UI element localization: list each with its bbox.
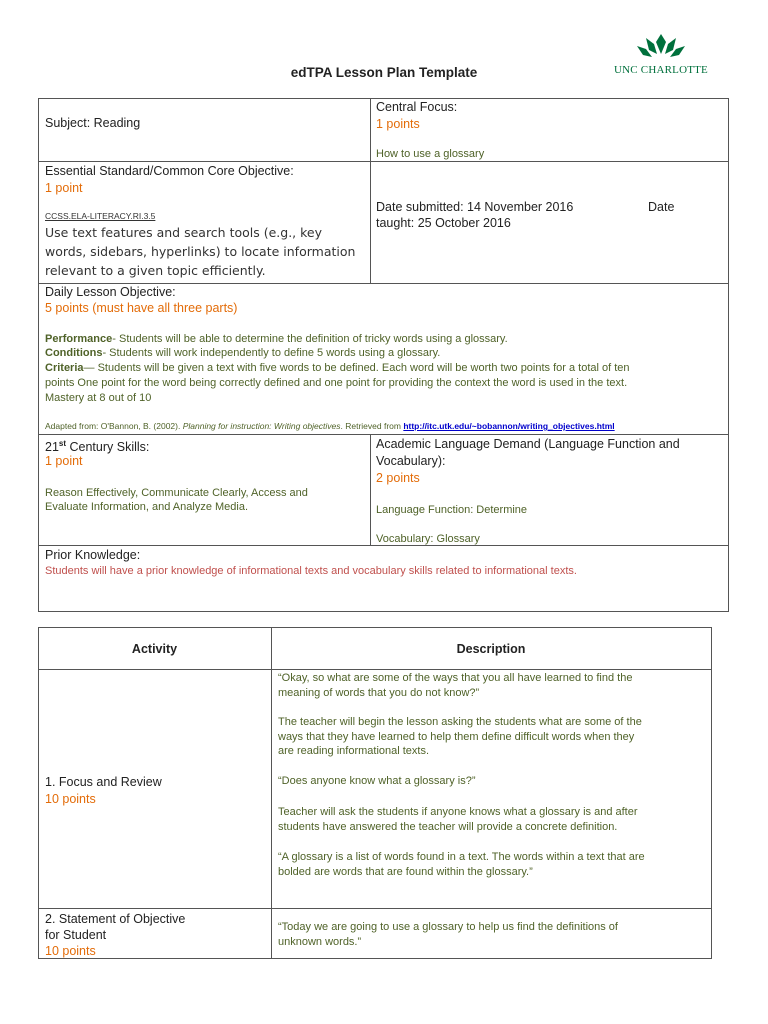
central-focus-text: How to use a glossary bbox=[376, 148, 485, 160]
date-taught: taught: 25 October 2016 bbox=[376, 216, 511, 230]
criteria-label: Criteria bbox=[45, 362, 84, 374]
criteria-text: — Students will be given a text with five words to be defined. Each word will be worth two points for a total of ten bbox=[83, 362, 630, 374]
criteria-line-2: points One point for the word being correctly defined and one point for providing the context the word is used in the text. bbox=[45, 377, 628, 389]
table-border bbox=[38, 611, 729, 612]
activity-table-divider bbox=[271, 627, 272, 959]
document-title: edTPA Lesson Plan Template bbox=[290, 65, 478, 80]
activity-table-divider bbox=[38, 908, 712, 909]
activity-2-para-1 bbox=[278, 920, 618, 949]
daily-objective-label: Daily Lesson Objective: bbox=[45, 285, 176, 299]
prior-knowledge-text: Students will have a prior knowledge of informational texts and vocabulary skills related to informational texts. bbox=[45, 565, 577, 577]
table-divider bbox=[38, 434, 729, 435]
line: students have answered the teacher will provide a concrete definition. bbox=[278, 820, 618, 833]
performance-label: Performance bbox=[45, 333, 113, 345]
activity-header: Activity bbox=[131, 642, 178, 656]
central-focus-label: Central Focus: bbox=[376, 100, 458, 114]
line: meaning of words that you do not know?” bbox=[278, 686, 480, 699]
activity-table-border bbox=[38, 958, 712, 959]
citation-link[interactable]: http://itc.utk.edu/~bobannon/writing_objectives.html bbox=[403, 421, 615, 431]
line: “Okay, so what are some of the ways that you all have learned to find the bbox=[278, 672, 633, 684]
conditions-line bbox=[45, 346, 440, 361]
adapted-citation bbox=[45, 421, 615, 432]
skills-line-1: Reason Effectively, Communicate Clearly, Access and bbox=[45, 487, 308, 499]
table-border bbox=[728, 98, 729, 612]
line: “Does anyone know what a glossary is?” bbox=[278, 775, 476, 787]
citation-mid: . Retrieved from bbox=[340, 421, 404, 431]
date-label: Date bbox=[648, 200, 675, 214]
citation-prefix: Adapted from: O'Bannon, B. (2002). bbox=[45, 421, 183, 431]
conditions-label: Conditions bbox=[45, 347, 103, 359]
citation-title: Planning for instruction: Writing objectives bbox=[182, 421, 341, 431]
activity-table-divider bbox=[38, 669, 712, 670]
skills-label-sup: st bbox=[58, 439, 67, 448]
academic-language-label-2: Vocabulary): bbox=[376, 454, 446, 468]
prior-knowledge-label: Prior Knowledge: bbox=[45, 548, 141, 562]
performance-line bbox=[45, 332, 508, 347]
criteria-line bbox=[45, 361, 630, 376]
standard-code: CCSS.ELA-LITERACY.RI.3.5 bbox=[45, 211, 156, 221]
academic-language-points: 2 points bbox=[376, 471, 420, 485]
table-divider bbox=[370, 98, 371, 283]
skills-line-2: Evaluate Information, and Analyze Media. bbox=[45, 501, 249, 513]
activity-1-para-2 bbox=[278, 715, 642, 759]
vocabulary: Vocabulary: Glossary bbox=[376, 533, 480, 545]
standard-label: Essential Standard/Common Core Objective: bbox=[45, 164, 294, 178]
activity-table-border bbox=[38, 627, 39, 959]
table-border bbox=[38, 98, 39, 612]
activity-1-para-1 bbox=[278, 671, 632, 700]
conditions-text: - Students will work independently to define 5 words using a glossary. bbox=[102, 347, 441, 359]
line: “Today we are going to use a glossary to help us find the definitions of bbox=[278, 921, 618, 933]
language-function: Language Function: Determine bbox=[376, 504, 528, 516]
line: unknown words.” bbox=[278, 935, 362, 948]
skills-label-num: 21 bbox=[45, 440, 59, 455]
date-submitted: Date submitted: 14 November 2016 bbox=[376, 200, 574, 214]
skills-label-text: Century Skills: bbox=[66, 440, 150, 455]
line: Teacher will ask the students if anyone knows what a glossary is and after bbox=[278, 806, 638, 818]
table-divider bbox=[370, 434, 371, 545]
academic-language-label-1: Academic Language Demand (Language Function and bbox=[376, 437, 680, 451]
activity-1-para-3 bbox=[278, 774, 475, 789]
performance-text: - Students will be able to determine the definition of tricky words using a glossary. bbox=[112, 333, 508, 345]
standard-points: 1 point bbox=[45, 181, 83, 195]
line: are reading informational texts. bbox=[278, 745, 430, 757]
line: The teacher will begin the lesson asking the students what are some of the bbox=[278, 716, 642, 728]
standard-text: Use text features and search tools (e.g., key words, sidebars, hyperlinks) to locate information relevant to a given topic efficiently. bbox=[45, 225, 356, 278]
description-header: Description bbox=[456, 642, 526, 656]
subject-label: Subject: Reading bbox=[45, 116, 141, 130]
criteria-line-3: Mastery at 8 out of 10 bbox=[45, 392, 152, 404]
skills-points: 1 point bbox=[45, 454, 83, 468]
central-focus-points: 1 points bbox=[376, 117, 420, 131]
logo-text: UNC CHARLOTTE bbox=[614, 64, 708, 76]
activity-1-para-4 bbox=[278, 805, 638, 834]
activity-1-points: 10 points bbox=[45, 792, 96, 806]
activity-2-name-2: for Student bbox=[45, 928, 107, 942]
activity-1-para-5 bbox=[278, 850, 645, 879]
line: ways that they have learned to help them define difficult words when they bbox=[278, 730, 635, 743]
activity-2-points: 10 points bbox=[45, 944, 96, 958]
activity-1-name: 1. Focus and Review bbox=[45, 775, 162, 789]
daily-objective-points: 5 points (must have all three parts) bbox=[45, 301, 238, 315]
activity-2-name-1: 2. Statement of Objective bbox=[45, 912, 186, 926]
activity-table-border bbox=[38, 627, 712, 628]
line: “A glossary is a list of words found in a text. The words within a text that are bbox=[278, 851, 645, 863]
line: bolded are words that are found within the glossary.” bbox=[278, 865, 533, 878]
activity-table-border bbox=[711, 627, 712, 959]
